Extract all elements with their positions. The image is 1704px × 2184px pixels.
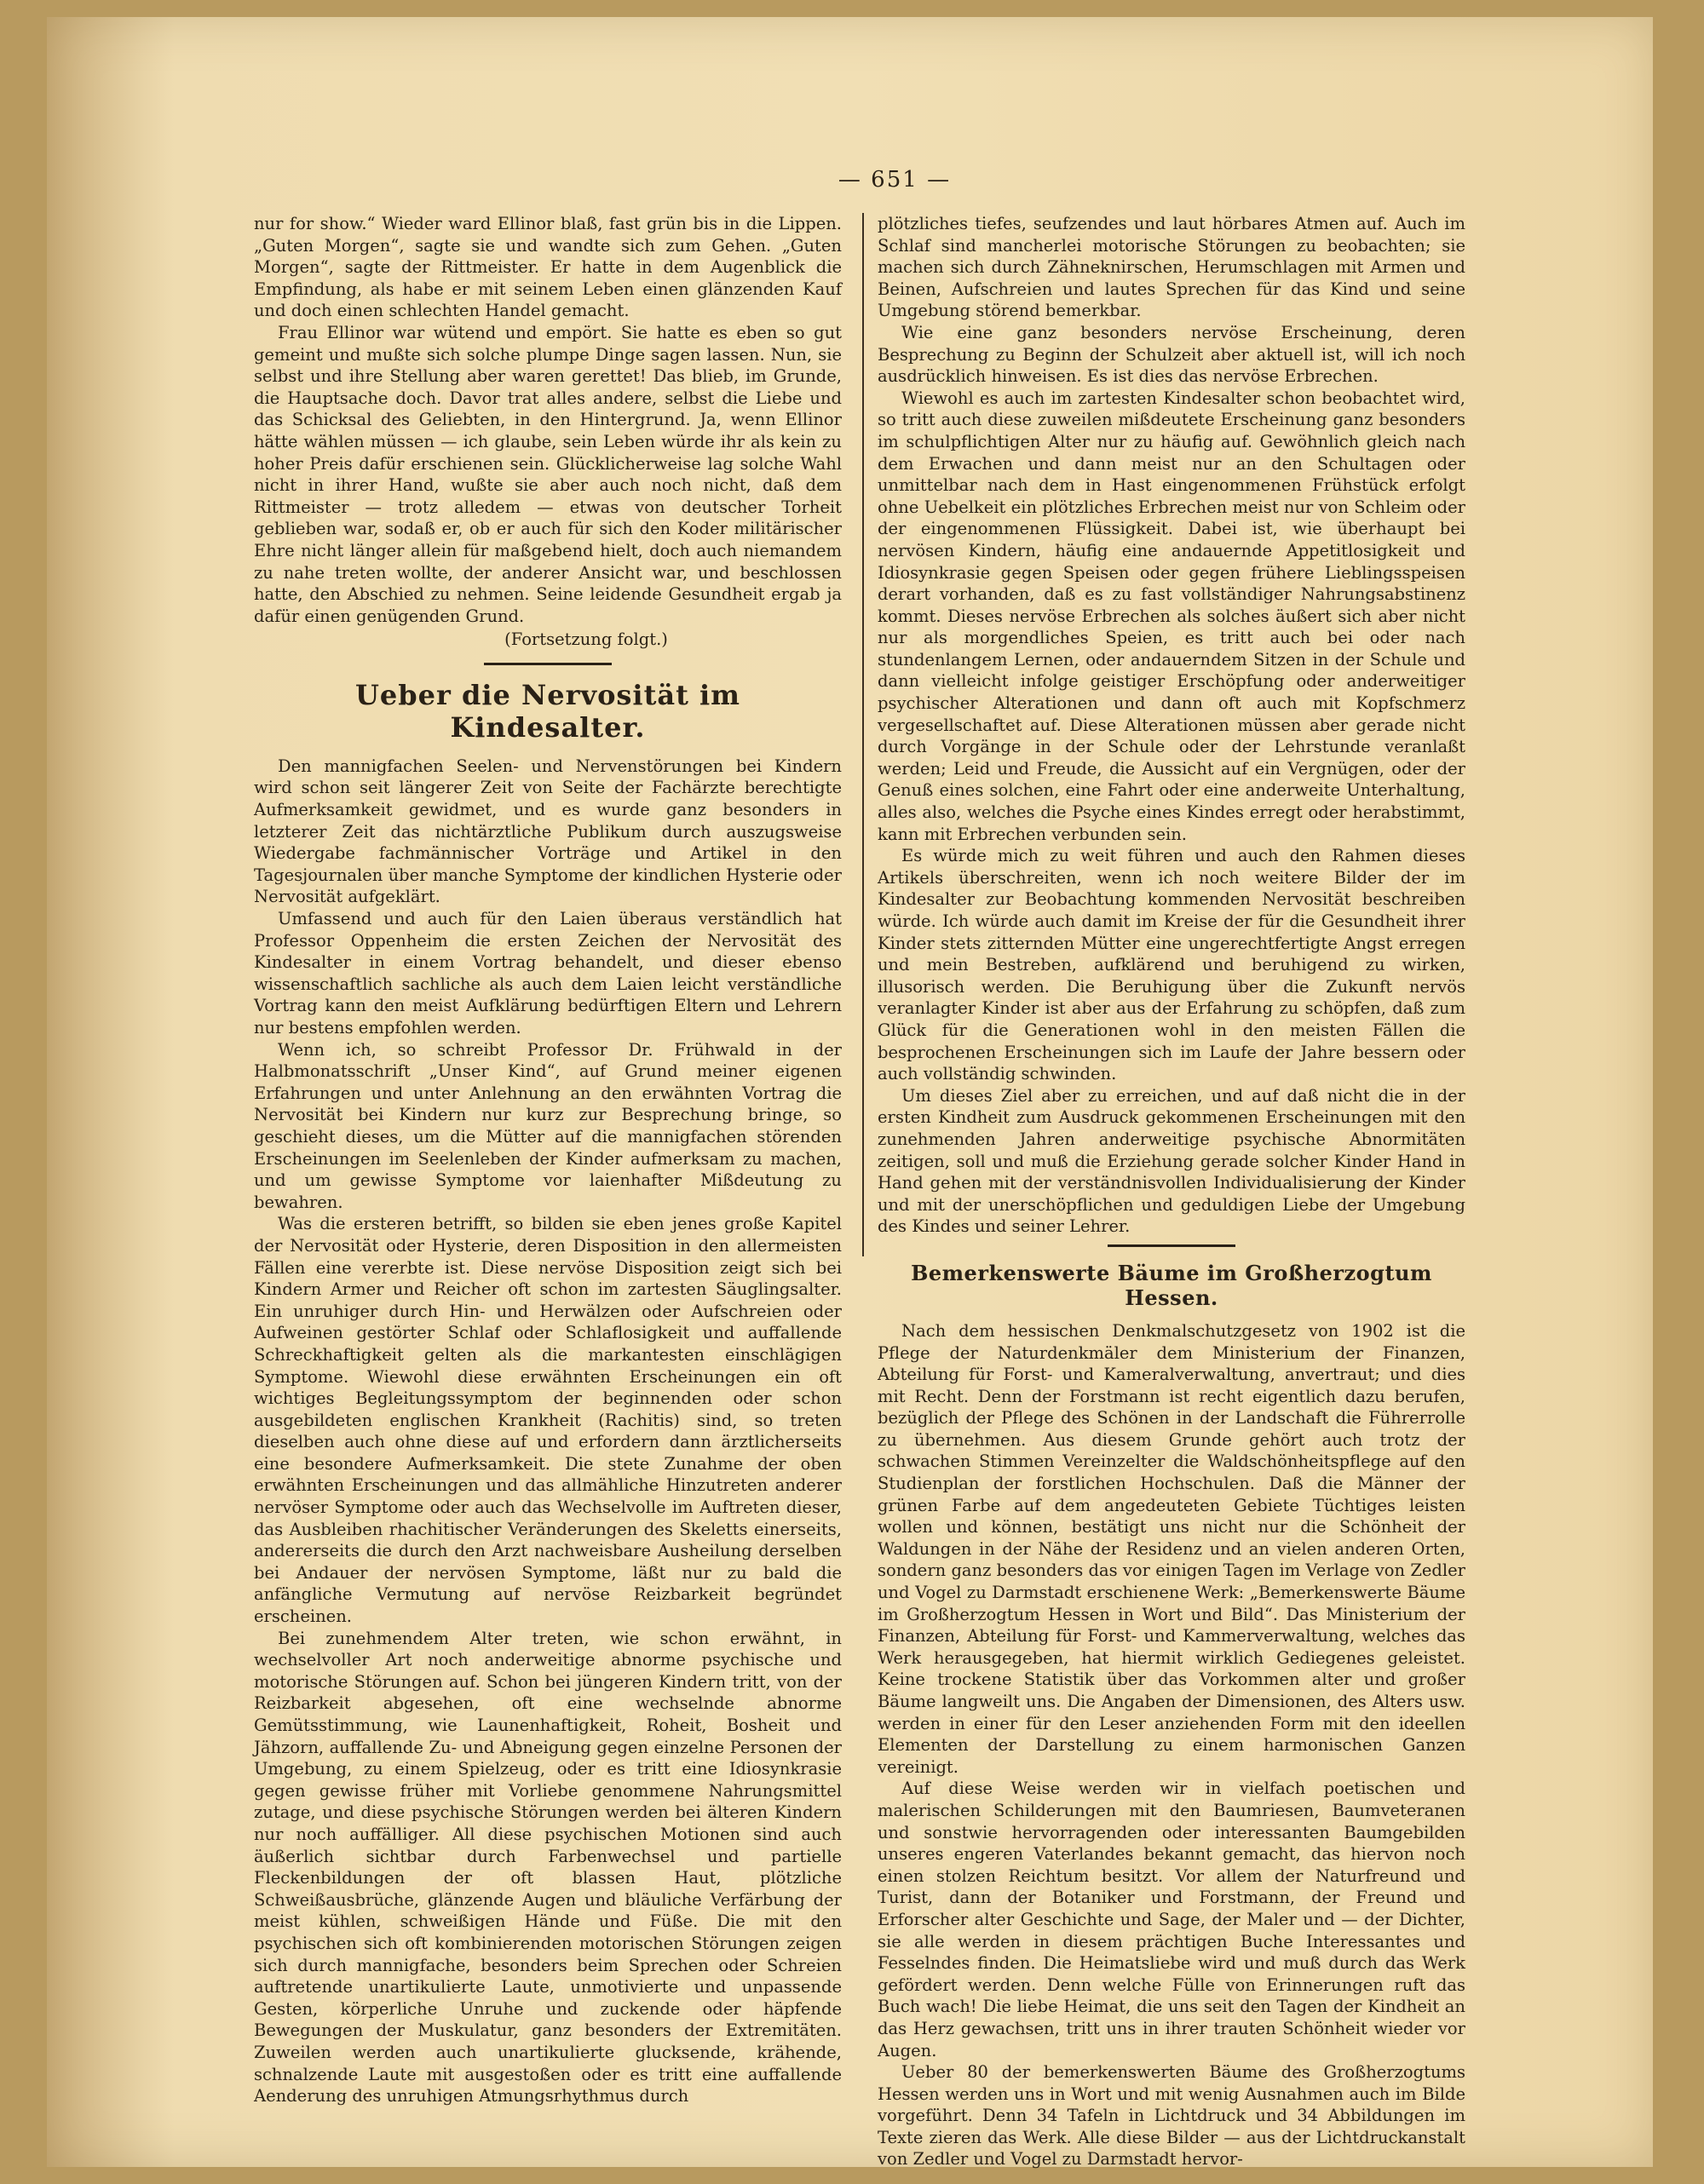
left-column <box>254 213 842 2106</box>
article-title: Ueber die Nervosität im Kindesalter. <box>354 678 741 744</box>
article-paragraph: Den mannigfachen Seelen- und Nervenstörungen bei Kindern wird schon seit längerer Zeit von Seite der Fachärzte berechtigte Aufmerksamkeit gewidmet, und es wurde ganz besonders in letzterer Zeit das nichtärztliche Publikum durch auszugsweise Wiedergabe fachmännischer Vorträge und Artikel in den Tagesjournalen über manche Symptome der kindlichen Hysterie oder Nervosität aufgeklärt. <box>254 756 842 907</box>
article-paragraph: Wie eine ganz besonders nervöse Erscheinung, deren Besprechung zu Beginn der Schulzeit aber aktuell ist, will ich noch ausdrücklich hinweisen. Es ist dies das nervöse Erbrechen. <box>878 322 1465 387</box>
article-paragraph: plötzliches tiefes, seufzendes und laut hörbares Atmen auf. Auch im Schlaf sind mancherlei motorische Störungen zu beobachten; sie machen sich durch Zähneknirschen, Herumschlagen mit Armen und Beinen, Aufschreien und lautes Sprechen für das Kind und seine Umgebung störend bemerkbar. <box>878 214 1465 321</box>
story-paragraph: nur for show.“ Wieder ward Ellinor blaß, fast grün bis in die Lippen. „Guten Morgen“, sagte sie und wandte sich zum Gehen. „Guten Morgen“, sagte der Rittmeister. Er hatte in dem Augenblick die Empfindung, als habe er mit seinem Leben einen glänzenden Kauf und doch einen schlechten Handel gemacht. <box>254 214 842 321</box>
section-rule <box>1108 1244 1235 1247</box>
article-paragraph: Was die ersteren betrifft, so bilden sie eben jenes große Kapitel der Nervosität oder Hysterie, deren Disposition in den allermeisten Fällen eine vererbte ist. Diese nervöse Disposition zeigt sich bei Kindern Armer und Reicher oft schon im zartesten Säuglingsalter. Ein unruhiger durch Hin- und Herwälzen oder Aufschreien oder Aufweinen gestörter Schlaf oder Schlaflosigkeit und auffallende Schreckhaftigkeit gelten als die markantesten einschlägigen Symptome. Wiewohl diese erwähnten Erscheinungen ein oft wichtiges Begleitungssymptom der beginnenden oder schon ausgebildeten englischen Krankheit (Rachitis) sind, so treten dieselben auch ohne diese auf und erfordern dann ärztlicherseits eine besondere Aufmerksamkeit. Die stete Zunahme der oben erwähnten Erscheinungen und das allmähliche Hinzutreten anderer nervöser Symptome oder auch das Wechselvolle im Auftreten dieser, das Ausbleiben rhachitischer Veränderungen des Skeletts einerseits, andererseits die durch den Arzt nachweisbare Ausheilung derselben bei Andauer der nervösen Symptome, läßt nur zu bald die anfängliche Vermutung auf nervöse Reizbarkeit begründet erscheinen. <box>254 1214 842 1627</box>
article-paragraph: Wiewohl es auch im zartesten Kindesalter schon beobachtet wird, so tritt auch diese zuweilen mißdeutete Erscheinung ganz besonders im schulpflichtigen Alter nur zu häufig auf. Gewöhnlich gleich nach dem Erwachen und dann meist nur an den Schultagen oder unmittelbar nach dem in Hast eingenommenen Frühstück erfolgt ohne Uebelkeit ein plötzliches Erbrechen meist nur von Schleim oder der eingenommenen Flüssigkeit. Dabei ist, wie überhaupt bei nervösen Kindern, häufig eine andauernde Appetitlosigkeit und Idiosynkrasie gegen Speisen oder gegen frühere Lieblingsspeisen derart vorhanden, daß es zu fast vollständiger Nahrungsabstinenz kommt. Dieses nervöse Erbrechen als solches äußert sich aber nicht nur als morgendliches Speien, es tritt auch bei oder nach stundenlangem Lernen, oder andauerndem Sitzen in der Schule und dann vielleicht infolge geistiger Erschöpfung oder anderweitiger psychischer Alterationen und dann oft auch mit Kopfschmerz vergesellschaftet auf. Diese Alterationen müssen aber gerade nicht durch Vorgänge in der Schule oder der Lehrstunde veranlaßt werden; Leid und Freude, die Aussicht auf ein Vergnügen, oder der Genuß eines solchen, eine Fahrt oder eine anderweite Unterhaltung, alles also, welches die Psyche eines Kindes erregt oder herabstimmt, kann mit Erbrechen verbunden sein. <box>878 388 1465 844</box>
article-paragraph: Um dieses Ziel aber zu erreichen, und auf daß nicht die in der ersten Kindheit zum Ausdruck gekommenen Erscheinungen mit den zunehmenden Jahren anderweitige psychische Abnormitäten zeitigen, soll und muß die Erziehung gerade solcher Kinder Hand in Hand gehen mit der verständnisvollen Individualisierung der Kinder und mit der unerschöpflichen und geduldigen Liebe der Umgebung des Kindes und seiner Lehrer. <box>878 1085 1465 1237</box>
article2-paragraph: Auf diese Weise werden wir in vielfach poetischen und malerischen Schilderungen mit den Baumriesen, Baumveteranen und sonstwie hervorragenden oder interessanten Baumgebilden unseres engeren Vaterlandes bekannt gemacht, das hiervon noch einen stolzen Reichtum besitzt. Vor allem der Naturfreund und Turist, dann der Botaniker und Forstmann, der Freund und Erforscher alter Geschichte und Sage, der Maler und — der Dichter, sie alle werden in diesem prächtigen Buche Interessantes und Fesselndes finden. Die Heimatsliebe wird und muß durch das Werk gefördert werden. Denn welche Fülle von Erinnerungen ruft das Buch wach! Die liebe Heimat, die uns seit den Tagen der Kindheit an das Herz gewachsen, tritt uns in ihrer trauten Schönheit wieder vor Augen. <box>878 1779 1465 2060</box>
article-paragraph: Bei zunehmendem Alter treten, wie schon erwähnt, in wechselvoller Art noch anderweitige abnorme psychische und motorische Störungen auf. Schon bei jüngeren Kindern tritt, von der Reizbarkeit abgesehen, oft eine wechselnde abnorme Gemütsstimmung, wie Launenhaftigkeit, Roheit, Bosheit und Jähzorn, auffallende Zu- und Abneigung gegen einzelne Personen der Umgebung, zu einem Spielzeug, oder es tritt eine Idiosynkrasie gegen gewisse früher mit Vorliebe genommene Nahrungsmittel zutage, und diese psychische Störungen werden bei älteren Kindern nur noch auffälliger. All diese psychischen Motionen sind auch äußerlich sichtbar durch Farbenwechsel und partielle Fleckenbildungen der oft blassen Haut, plötzliche Schweißausbrüche, glänzende Augen und bläuliche Verfärbung der meist kühlen, schweißigen Hände und Füße. Die mit den psychischen sich oft kombinierenden motorischen Störungen zeigen sich durch mannigfache, besonders beim Sprechen oder Schreien auftretende unartikulierte Laute, unmotivierte und unpassende Gesten, körperliche Unruhe und zuckende oder häpfende Bewegungen der Muskulatur, ganz besonders der Extremitäten. Zuweilen werden auch unartikulierte glucksende, krähende, schnalzende Laute mit ausgestoßen oder es tritt eine auffallende Aenderung des unruhigen Atmungsrhythmus durch <box>254 1628 842 2106</box>
story-paragraph: Frau Ellinor war wütend und empört. Sie hatte es eben so gut gemeint und mußte sich solche plumpe Dinge sagen lassen. Nun, sie selbst und ihre Stellung aber waren gerettet! Das blieb, im Grunde, die Hauptsache doch. Davor trat alles andere, selbst die Liebe und das Schicksal des Geliebten, in den Hintergrund. Ja, wenn Ellinor hätte wählen müssen — ich glaube, sein Leben würde ihr als kein zu hoher Preis dafür erschienen sein. Glücklicherweise lag solche Wahl nicht in ihrer Hand, wußte sie aber auch noch nicht, daß dem Rittmeister — trotz alledem — etwas von deutscher Torheit geblieben war, sodaß er, ob er auch für sich den Koder militärischer Ehre nicht länger allein für maßgebend hielt, doch auch niemandem zu nahe treten wollte, der anderer Ansicht war, und beschlossen hatte, den Abschied zu nehmen. Seine leidende Gesundheit ergab ja dafür einen genügenden Grund. <box>254 322 842 626</box>
page-fold-shadow <box>47 17 175 2167</box>
section-rule <box>484 663 612 665</box>
article2-title: Bemerkenswerte Bäume im Großherzogtum Hessen. <box>911 1260 1432 1310</box>
continuation-note: (Fortsetzung folgt.) <box>504 629 668 650</box>
right-column <box>878 213 1465 2170</box>
article-paragraph: Es würde mich zu weit führen und auch den Rahmen dieses Artikels überschreiten, wenn ich noch weitere Bilder der im Kindesalter zur Beobachtung kommenden Nervosität beschreiben würde. Ich würde auch damit im Kreise der für die Gesundheit ihrer Kinder stets zitternden Mütter eine ungerechtfertigte Angst erregen und mein Bestreben, aufklärend und beruhigend zu wirken, illusorisch werden. Die Beruhigung über die Zukunft nervös veranlagter Kinder ist aber aus der Erfahrung zu schöpfen, daß zum Glück für die Generationen wohl in den meisten Fällen die besprochenen Erscheinungen sich im Laufe der Jahre bessern oder auch vollständig schwinden. <box>878 846 1465 1084</box>
article-paragraph: Umfassend und auch für den Laien überaus verständlich hat Professor Oppenheim die ersten Zeichen der Nervosität des Kindesalter in einem Vortrag behandelt, und dieser ebenso wissenschaftlich sachliche als auch dem Laien leicht verständliche Vortrag kann den meist Aufklärung bedürftigen Eltern und Lehrern nur bestens empfohlen werden. <box>254 909 842 1037</box>
article2-paragraph: Nach dem hessischen Denkmalschutzgesetz von 1902 ist die Pflege der Naturdenkmäler dem Ministerium der Finanzen, Abteilung für Forst- und Kameralverwaltung, anvertraut; und dies mit Recht. Denn der Forstmann ist recht eigentlich dazu berufen, bezüglich der Pflege des Schönen in der Landschaft die Führerrolle zu übernehmen. Aus diesem Grunde gehört auch trotz der schwachen Stimmen Vereinzelter die Waldschönheitspflege auf den Studienplan der forstlichen Hochschulen. Daß die Männer der grünen Farbe auf dem angedeuteten Gebiete Tüchtiges leisten wollen und können, bestätigt uns nicht nur die Schönheit der Waldungen in der Nähe der Residenz und an vielen anderen Orten, sondern ganz besonders das vor einigen Tagen im Verlage von Zedler und Vogel zu Darmstadt erschienene Werk: „Bemerkenswerte Bäume im Großherzogtum Hessen in Wort und Bild“. Das Ministerium der Finanzen, Abteilung für Forst- und Kammerverwaltung, welches das Werk herausgegeben, hat hiermit wirklich Gediegenes geleistet. Keine trockene Statistik über das Vorkommen alter und großer Bäume langweilt uns. Die Angaben der Dimensionen, des Alters usw. werden in einer für den Leser anziehenden Form mit den ideellen Elementen der Darstellung zu einem harmonischen Ganzen vereinigt. <box>878 1320 1465 1777</box>
page-number: — 651 — <box>838 167 952 193</box>
column-divider <box>862 213 864 1256</box>
article-paragraph: Wenn ich, so schreibt Professor Dr. Frühwald in der Halbmonatsschrift „Unser Kind“, auf Grund meiner eigenen Erfahrungen und unter Anlehnung an den erwähnten Vortrag die Nervosität bei Kindern nur kurz zur Besprechung bringe, so geschieht dieses, um die Mütter auf die mannigfachen störenden Erscheinungen im Seelenleben der Kinder aufmerksam zu machen, und um gewisse Symptome vor laienhafter Mißdeutung zu bewahren. <box>254 1039 842 1212</box>
article2-paragraph: Ueber 80 der bemerkenswerten Bäume des Großherzogtums Hessen werden uns in Wort und mit wenig Ausnahmen auch im Bilde vorgeführt. Denn 34 Tafeln in Lichtdruck und 34 Abbildungen im Texte zieren das Werk. Alle diese Bilder — aus der Lichtdruckanstalt von Zedler und Vogel zu Darmstadt hervor- <box>878 2062 1465 2170</box>
